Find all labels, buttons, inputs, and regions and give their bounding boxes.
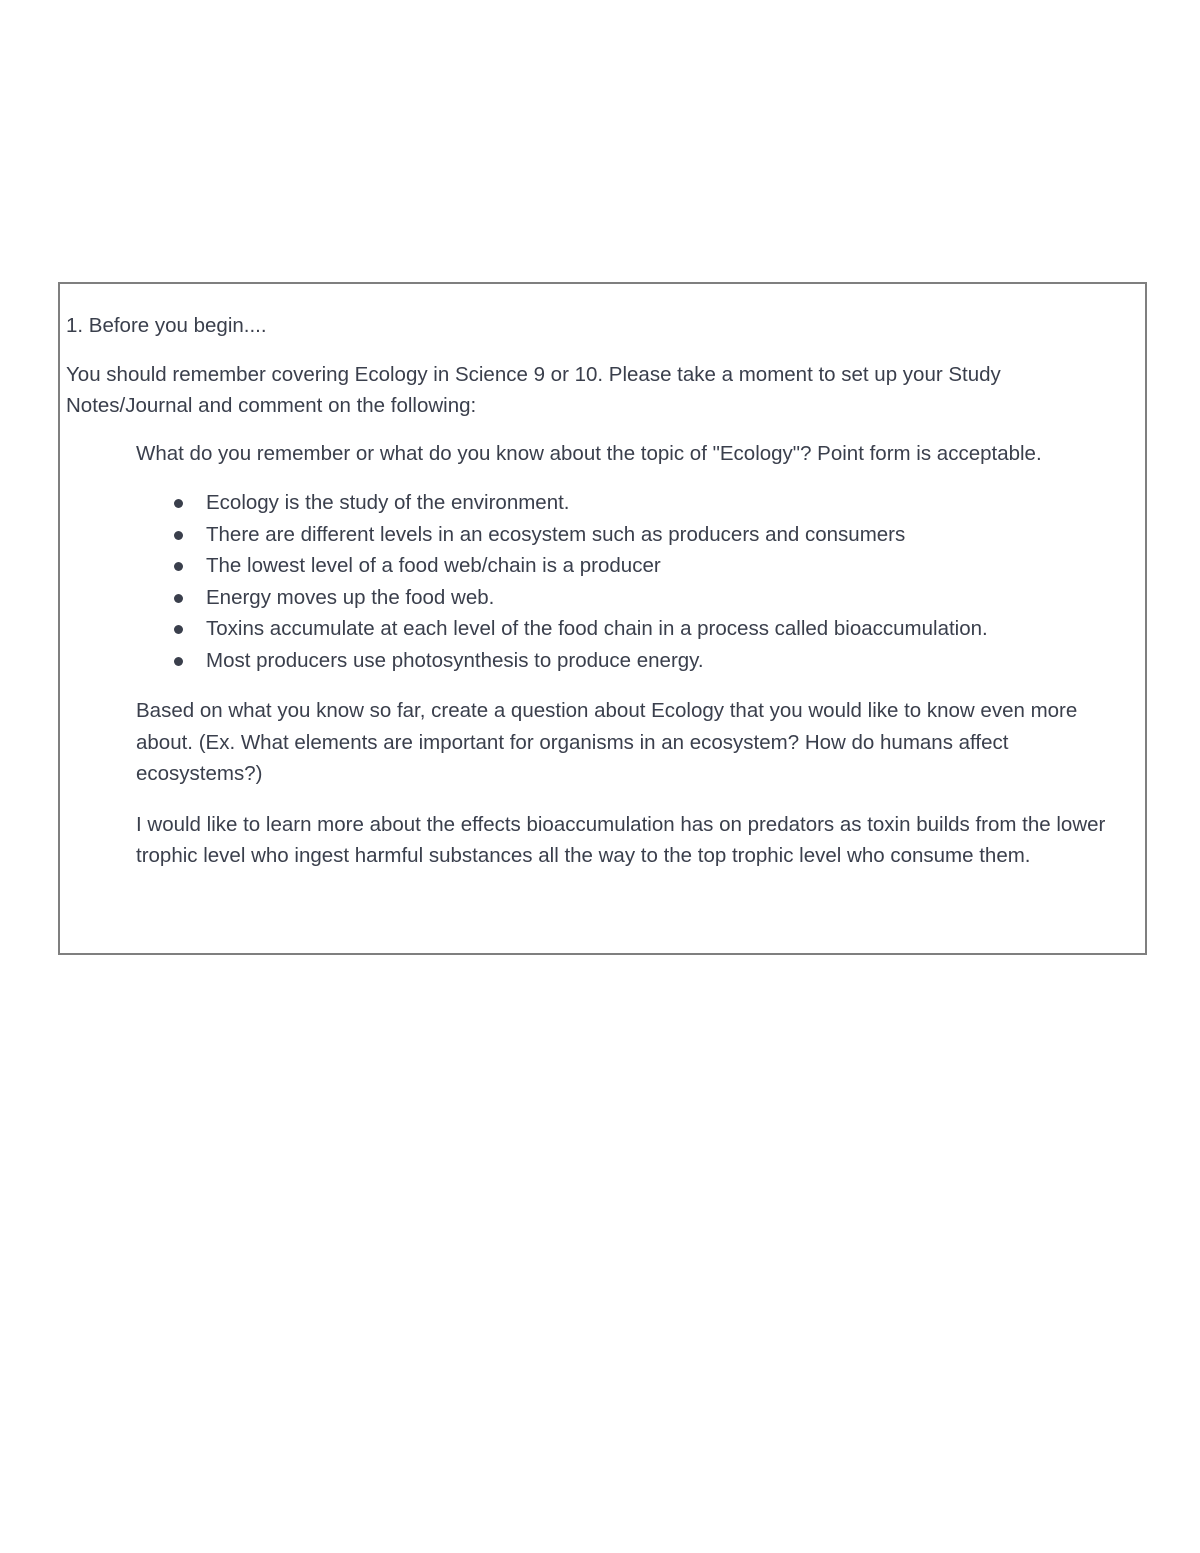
bullet-icon bbox=[174, 657, 183, 666]
activity-box bbox=[58, 282, 1147, 955]
list-item: Most producers use photosynthesis to produce energy. bbox=[66, 645, 1125, 677]
list-item: Ecology is the study of the environment. bbox=[66, 487, 1125, 519]
bullet-icon bbox=[174, 499, 183, 508]
list-item: There are different levels in an ecosystem such as producers and consumers bbox=[66, 519, 1125, 551]
bullet-icon bbox=[174, 531, 183, 540]
list-item: The lowest level of a food web/chain is a producer bbox=[66, 550, 1125, 582]
bullet-icon bbox=[174, 625, 183, 634]
activity-content bbox=[66, 310, 1125, 872]
list-item: Toxins accumulate at each level of the food chain in a process called bioaccumulation. bbox=[66, 613, 1125, 645]
bullet-list bbox=[136, 487, 1125, 676]
bullet-icon bbox=[174, 594, 183, 603]
section-heading: 1. Before you begin.... bbox=[66, 314, 267, 337]
prompt-question: Based on what you know so far, create a question about Ecology that you would like to know even more about. (Ex. What elements are important for organisms in an ecosystem? How do humans affect ecosystems?) bbox=[136, 699, 1078, 785]
prompt-remember: What do you remember or what do you know about the topic of "Ecology"? Point form is acceptable. bbox=[136, 441, 1042, 465]
answer-paragraph: I would like to learn more about the effects bioaccumulation has on predators as toxin builds from the lower trophic level who ingest harmful substances all the way to the top trophic level who consume them. bbox=[136, 812, 1106, 867]
list-item: Energy moves up the food web. bbox=[66, 582, 1125, 614]
bullet-icon bbox=[174, 562, 183, 571]
intro-paragraph: You should remember covering Ecology in Science 9 or 10. Please take a moment to set up your Study Notes/Journal and comment on the following: bbox=[66, 362, 1001, 417]
